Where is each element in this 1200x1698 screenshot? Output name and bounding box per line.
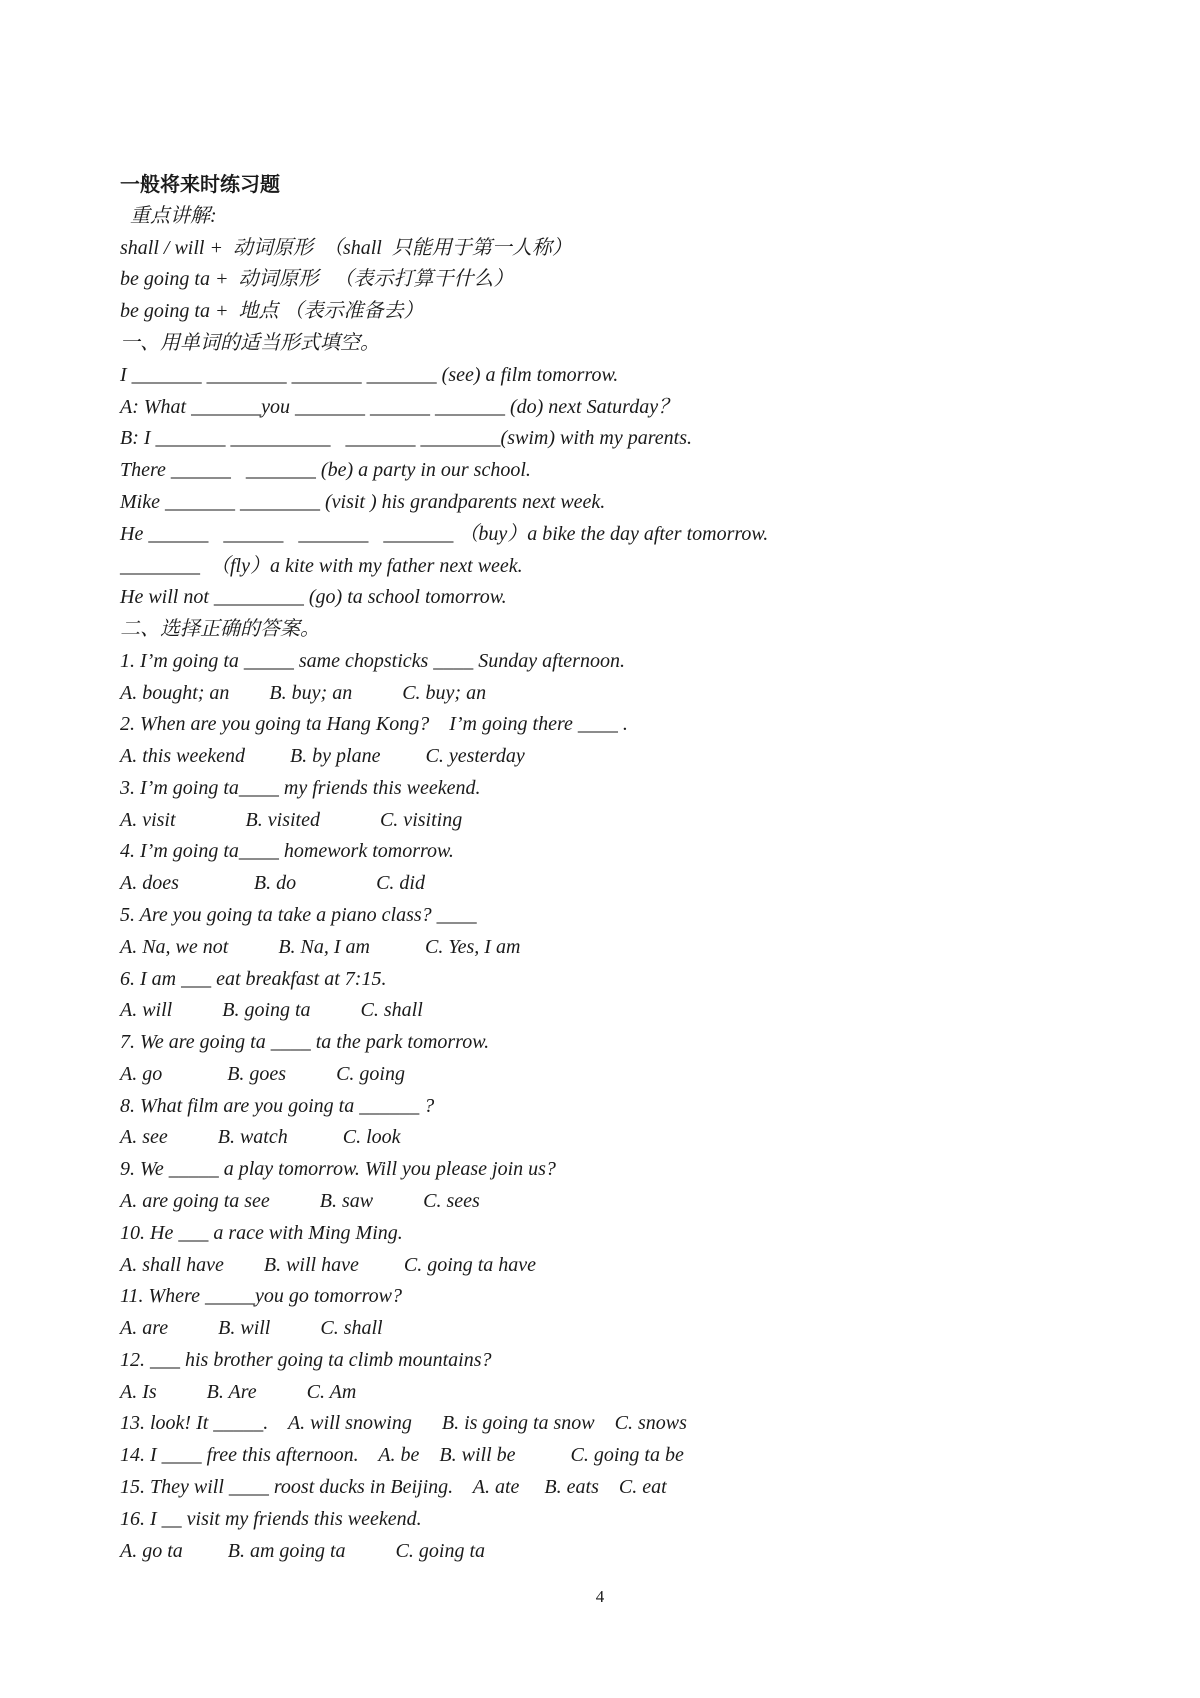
question-line: 3. I’m going ta____ my friends this weekend. bbox=[120, 777, 481, 799]
fill-blank-item: Mike _______ ________ (visit ) his grandparents next week. bbox=[120, 491, 606, 513]
rule-line: be going ta + 动词原形 （表示打算干什么） bbox=[120, 268, 514, 290]
fill-blank-item: He ______ ______ _______ _______ （buy）a bike the day after tomorrow. bbox=[120, 523, 769, 545]
options-line: A. will B. going ta C. shall bbox=[120, 999, 423, 1021]
fill-blank-item: I _______ ________ _______ _______ (see) a film tomorrow. bbox=[120, 364, 619, 386]
options-line: A. shall have B. will have C. going ta have bbox=[120, 1254, 537, 1276]
question-line: 14. I ____ free this afternoon. A. be B. will be C. going ta be bbox=[120, 1444, 684, 1466]
fill-blank-item: He will not _________ (go) ta school tomorrow. bbox=[120, 586, 507, 608]
fill-blank-item: There ______ _______ (be) a party in our school. bbox=[120, 459, 531, 481]
options-line: A. Is B. Are C. Am bbox=[120, 1381, 357, 1403]
question-line: 2. When are you going ta Hang Kong? I’m going there ____ . bbox=[120, 713, 628, 735]
question-line: 5. Are you going ta take a piano class? ____ bbox=[120, 904, 477, 926]
question-line: 10. He ___ a race with Ming Ming. bbox=[120, 1222, 403, 1244]
notes-heading: 重点讲解: bbox=[130, 205, 217, 227]
question-line: 12. ___ his brother going ta climb mountains? bbox=[120, 1349, 492, 1371]
options-line: A. does B. do C. did bbox=[120, 872, 425, 894]
question-line: 7. We are going ta ____ ta the park tomorrow. bbox=[120, 1031, 490, 1053]
rule-line: be going ta + 地点 （表示准备去） bbox=[120, 300, 424, 322]
options-line: A. this weekend B. by plane C. yesterday bbox=[120, 745, 525, 767]
question-line: 1. I’m going ta _____ same chopsticks ____ Sunday afternoon. bbox=[120, 650, 625, 672]
section1-heading: 一、用单词的适当形式填空。 bbox=[120, 332, 380, 354]
question-line: 15. They will ____ roost ducks in Beijing. A. ate B. eats C. eat bbox=[120, 1476, 667, 1498]
options-line: A. go ta B. am going ta C. going ta bbox=[120, 1540, 485, 1562]
question-line: 4. I’m going ta____ homework tomorrow. bbox=[120, 840, 454, 862]
question-line: 16. I __ visit my friends this weekend. bbox=[120, 1508, 422, 1530]
options-line: A. bought; an B. buy; an C. buy; an bbox=[120, 682, 487, 704]
document-title: 一般将来时练习题 bbox=[120, 174, 280, 196]
options-line: A. Na, we not B. Na, I am C. Yes, I am bbox=[120, 936, 521, 958]
rule-line: shall / will + 动词原形 （shall 只能用于第一人称） bbox=[120, 237, 572, 259]
section2-heading: 二、选择正确的答案。 bbox=[120, 618, 320, 640]
question-line: 9. We _____ a play tomorrow. Will you please join us? bbox=[120, 1158, 556, 1180]
question-line: 13. look! It _____. A. will snowing B. is going ta snow C. snows bbox=[120, 1412, 687, 1434]
question-line: 6. I am ___ eat breakfast at 7:15. bbox=[120, 968, 387, 990]
question-line: 11. Where _____you go tomorrow? bbox=[120, 1285, 403, 1307]
options-line: A. are B. will C. shall bbox=[120, 1317, 383, 1339]
fill-blank-item: ________ （fly）a kite with my father next week. bbox=[120, 555, 523, 577]
fill-blank-item: A: What _______you _______ ______ _______ (do) next Saturday？ bbox=[120, 396, 679, 418]
page-number: 4 bbox=[595, 1587, 605, 1606]
question-line: 8. What film are you going ta ______ ? bbox=[120, 1095, 435, 1117]
options-line: A. visit B. visited C. visiting bbox=[120, 809, 463, 831]
fill-blank-item: B: I _______ __________ _______ ________(swim) with my parents. bbox=[120, 427, 693, 449]
options-line: A. go B. goes C. going bbox=[120, 1063, 405, 1085]
options-line: A. are going ta see B. saw C. sees bbox=[120, 1190, 480, 1212]
options-line: A. see B. watch C. look bbox=[120, 1126, 401, 1148]
